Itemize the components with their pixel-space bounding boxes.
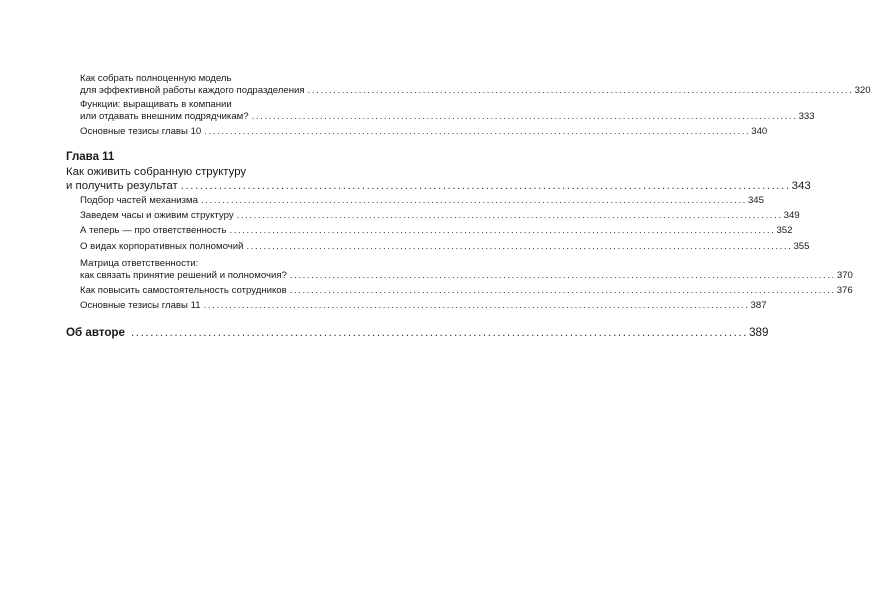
toc-page-number: 333 [798, 111, 815, 123]
toc-entry-title: Основные тезисы главы 11 [80, 300, 201, 311]
chapter-label: Глава 11 [66, 151, 115, 163]
toc-page-number: 376 [836, 285, 853, 296]
toc-page-number: 352 [776, 225, 793, 236]
leader-dots: ................................................................................................................................ [200, 195, 747, 206]
leader-dots: ................................................................................................................................ [180, 180, 791, 192]
toc-entry-title: Как собрать полноценную модель [80, 73, 232, 84]
toc-entry-title: О видах корпоративных полномочий [80, 241, 244, 252]
leader-dots: ................................................................................................................................ [289, 270, 836, 282]
toc-entry-clock [80, 210, 800, 222]
toc-page-number: 387 [750, 300, 767, 311]
toc-entry-title: Подбор частей механизма [80, 195, 198, 206]
toc-entry-responsibility [80, 225, 793, 237]
leader-dots: ................................................................................................................................ [204, 126, 751, 137]
leader-dots: ................................................................................................................................ [246, 241, 793, 252]
toc-page-number: 389 [749, 326, 769, 339]
toc-entry-parts [80, 195, 764, 207]
toc-entry-matrix [80, 258, 853, 283]
toc-page-number: 340 [751, 126, 768, 137]
toc-entry-summary-10 [80, 126, 768, 138]
toc-entry-summary-11 [80, 300, 767, 312]
toc-page-number: 355 [793, 241, 810, 252]
toc-page-number: 343 [791, 180, 811, 192]
toc-entry-title: Об авторе [66, 326, 125, 339]
chapter-title [66, 165, 811, 193]
leader-dots: ................................................................................................................................ [289, 285, 836, 296]
leader-dots: ................................................................................................................................ [130, 326, 749, 339]
toc-page-number: 370 [836, 270, 853, 282]
chapter-title-line: и получить результат [66, 180, 178, 192]
toc-entry-functions [80, 99, 815, 124]
leader-dots: ................................................................................................................................ [251, 111, 798, 123]
toc-page-number: 320 [854, 85, 871, 97]
toc-entry-title-cont: для эффективной работы каждого подразделения [80, 85, 305, 97]
chapter-title-line: Как оживить собранную структуру [66, 166, 247, 178]
toc-page-number: 345 [747, 195, 764, 206]
toc-entry-title-cont: как связать принятие решений и полномочия? [80, 270, 287, 282]
toc-entry-independence [80, 285, 853, 297]
toc-entry-title: Матрица ответственности: [80, 258, 199, 269]
toc-entry-title: А теперь — про ответственность [80, 225, 227, 236]
leader-dots: ................................................................................................................................ [307, 85, 854, 97]
toc-entry-about-author [66, 326, 769, 339]
toc-entry-authority [80, 241, 810, 253]
leader-dots: ................................................................................................................................ [229, 225, 776, 236]
toc-entry-title: Как повысить самостоятельность сотрудников [80, 285, 287, 296]
toc-entry-title: Заведем часы и оживим структуру [80, 210, 234, 221]
toc-page-number: 349 [783, 210, 800, 221]
leader-dots: ................................................................................................................................ [236, 210, 783, 221]
toc-entry-full-model [80, 73, 871, 98]
toc-entry-title: Функции: выращивать в компании [80, 99, 232, 110]
leader-dots: ................................................................................................................................ [203, 300, 750, 311]
toc-entry-title: Основные тезисы главы 10 [80, 126, 202, 137]
toc-entry-title-cont: или отдавать внешним подрядчикам? [80, 111, 249, 123]
